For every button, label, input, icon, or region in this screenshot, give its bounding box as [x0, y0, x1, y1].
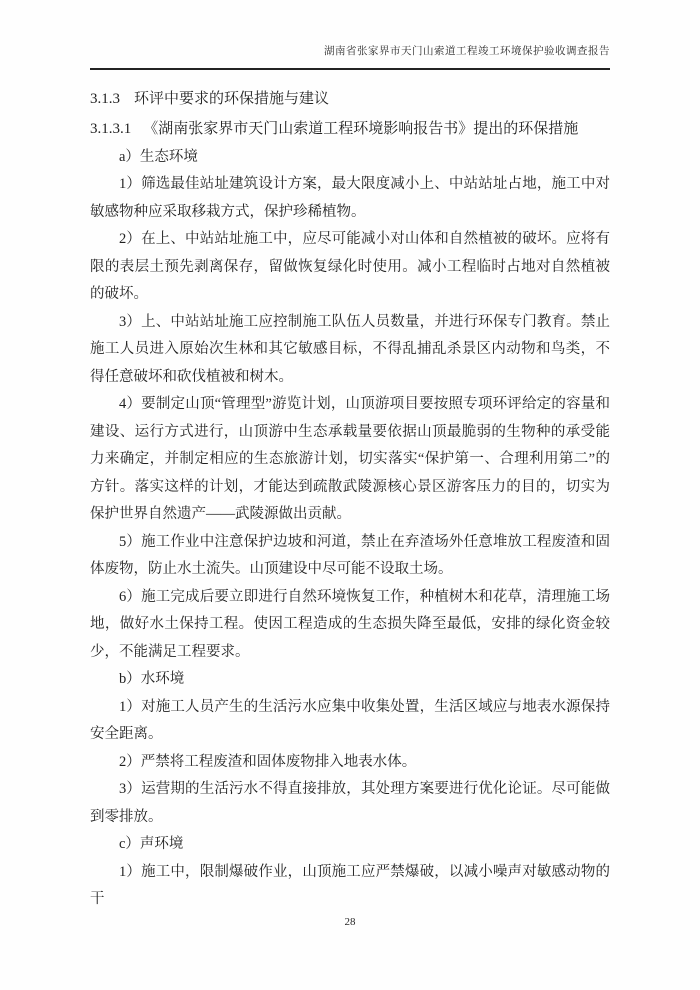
paragraph: 1）施工中，限制爆破作业，山顶施工应严禁爆破，以减小噪声对敏感动物的干: [90, 863, 610, 907]
document-content: [90, 86, 610, 914]
subsection-heading: [90, 116, 610, 144]
section-heading: [90, 86, 610, 114]
paragraph: 6）施工完成后要立即进行自然环境恢复工作，种植树木和花草，清理施工场地，做好水土保持工程。使因工程造成的生态损失降至最低，安排的绿化资金较少，不能满足工程要求。: [90, 588, 610, 660]
paragraph: 3）运营期的生活污水不得直接排放，其处理方案要进行优化论证。尽可能做到零排放。: [90, 781, 610, 825]
paragraph-list: [90, 144, 610, 914]
paragraph: 1）筛选最佳站址建筑设计方案，最大限度减小上、中站站址占地，施工中对敏感物种应采取移栽方式，保护珍稀植物。: [90, 176, 610, 220]
section-number: 3.1.3: [90, 91, 120, 107]
section-title: 环评中要求的环保措施与建议: [134, 91, 330, 107]
paragraph: 3）上、中站站址施工应控制施工队伍人员数量，并进行环保专门教育。禁止施工人员进入原始次生林和其它敏感目标，不得乱捕乱杀景区内动物和鸟类，不得任意破坏和砍伐植被和树木。: [90, 313, 610, 385]
paragraph: 2）严禁将工程废渣和固体废物排入地表水体。: [119, 753, 417, 770]
header-title: 湖南省张家界市天门山索道工程竣工环境保护验收调查报告: [324, 46, 610, 57]
page-footer: [0, 916, 700, 928]
subsection-title: 《湖南张家界市天门山索道工程环境影响报告书》提出的环保措施: [143, 121, 579, 137]
paragraph: 2）在上、中站站址施工中，应尽可能减小对山体和自然植被的破坏。应将有限的表层土预先剥离保存，留做恢复绿化时使用。减小工程临时占地对自然植被的破坏。: [90, 231, 610, 302]
page-header: [90, 45, 610, 70]
list-heading: b）水环境: [119, 671, 185, 687]
list-heading: c）声环境: [119, 836, 184, 852]
list-heading: a）生态环境: [119, 148, 198, 165]
subsection-number: 3.1.3.1: [90, 121, 132, 137]
page-number: 28: [344, 916, 356, 928]
paragraph: 1）对施工人员产生的生活污水应集中收集处置，生活区域应与地表水源保持安全距离。: [90, 698, 610, 742]
paragraph: 4）要制定山顶“管理型”游览计划，山顶游项目要按照专项环评给定的容量和建设、运行方式进行，山顶游中生态承载量要依据山顶最脆弱的生物种的承受能力来确定，并制定相应的生态旅游计划，切实落实“保护第一、合理利用第二”的方针。落实这样的计划，才能达到疏散武陵源核心景区游客压力的目的，切实为保护世界自然遗产——武陵源做出贡献。: [90, 396, 610, 522]
paragraph: 5）施工作业中注意保护边坡和河道，禁止在弃渣场外任意堆放工程废渣和固体废物，防止水土流失。山顶建设中尽可能不设取土场。: [90, 533, 610, 577]
